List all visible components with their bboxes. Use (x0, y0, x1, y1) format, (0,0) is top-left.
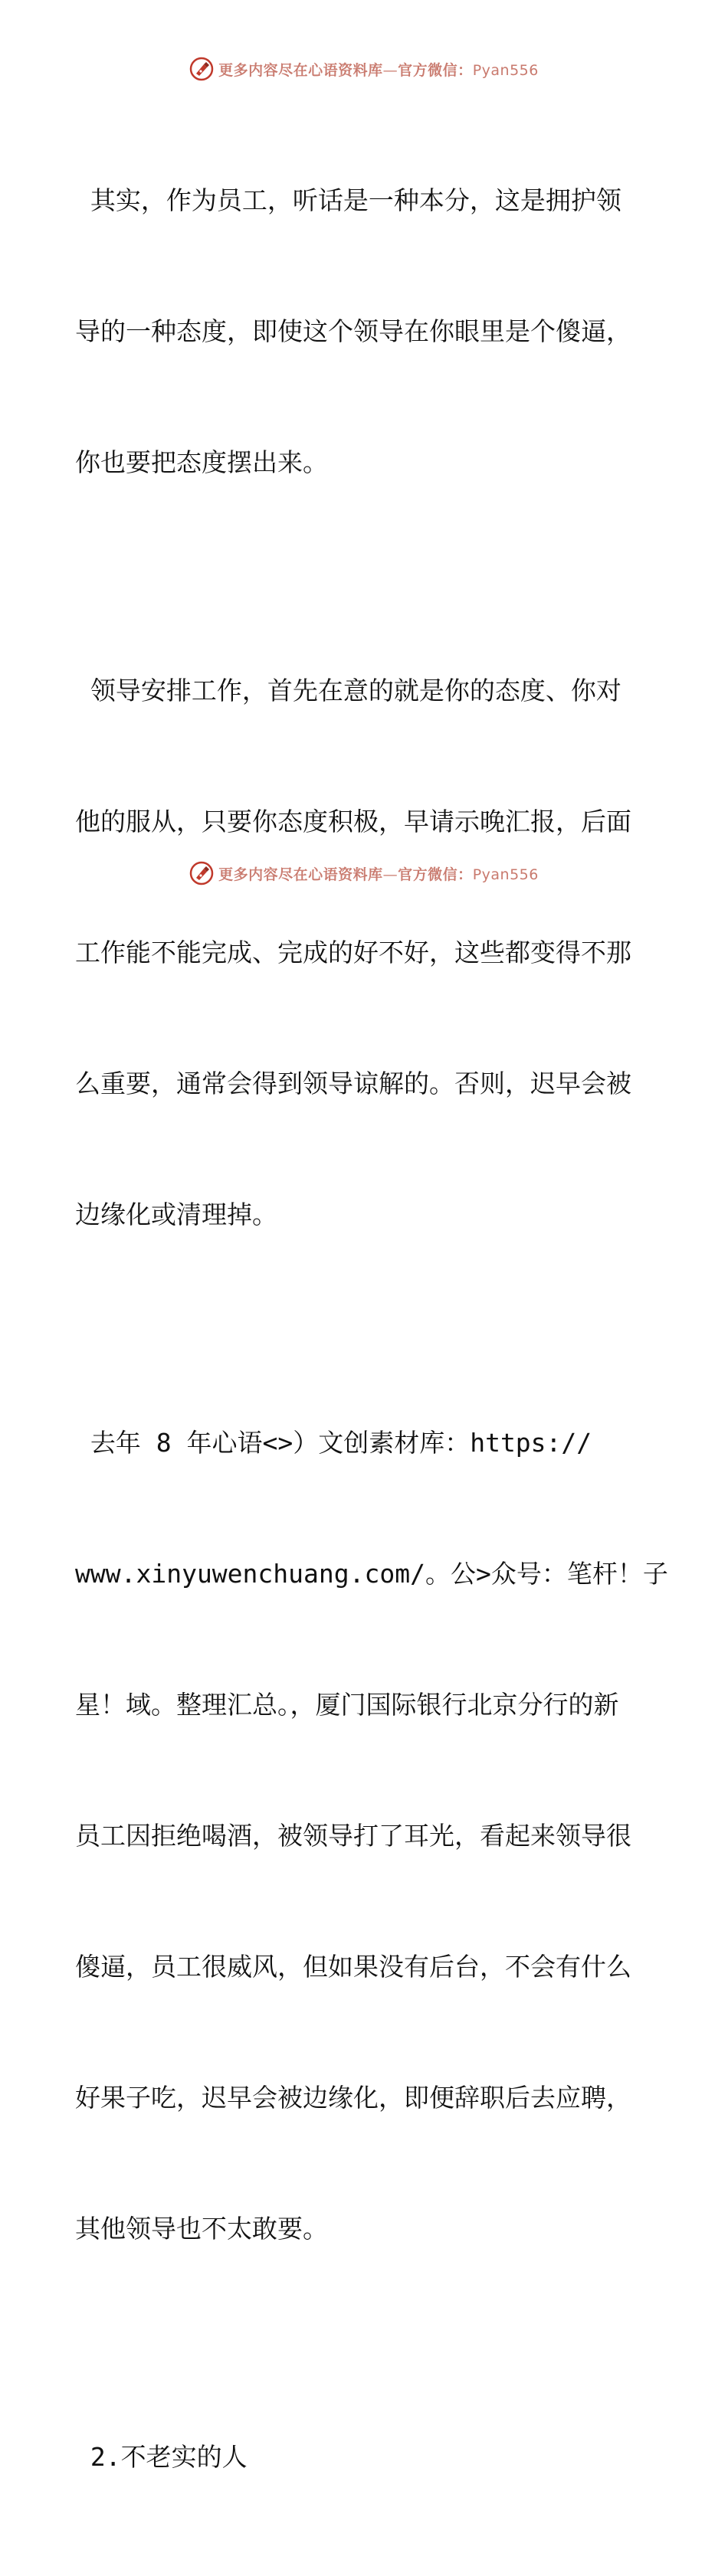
header-dash: — (382, 61, 398, 79)
header-banner (0, 54, 728, 84)
header-banner-text (218, 59, 539, 80)
header-banner-inner (189, 57, 539, 81)
footer-banner-text (218, 863, 539, 884)
document-body (75, 91, 668, 2576)
paragraph-3 (75, 1334, 668, 2338)
section-heading (75, 2348, 657, 2566)
text-line: 工作能不能完成、完成的好不好，这些都变得不那 (75, 938, 631, 967)
paragraph-1 (75, 91, 657, 571)
header-wechat-id: Pyan556 (472, 61, 539, 79)
text-line: 员工因拒绝喝酒，被领导打了耳光，看起来领导很 (75, 1821, 631, 1851)
text-line: 领导安排工作，首先在意的就是你的态度、你对 (75, 676, 621, 705)
text-line: 其实，作为员工，听话是一种本分，这是拥护领 (75, 185, 621, 215)
footer-banner-inner (189, 861, 539, 885)
text-line: 边缘化或清理掉。 (75, 1200, 277, 1229)
text-line: 导的一种态度，即使这个领导在你眼里是个傻逼， (75, 316, 631, 346)
text-line: 傻逼，员工很威风，但如果没有后台，不会有什么 (75, 1952, 631, 1982)
footer-banner (0, 858, 728, 889)
header-site-name: 更多内容尽在心语资料库 (218, 61, 383, 79)
text-line: www.xinyuwenchuang.com/。公>众号：笔杆！子 (75, 1559, 668, 1589)
text-line: 其他领导也不太敢要。 (75, 2214, 328, 2244)
header-wechat-label: 官方微信： (398, 61, 473, 79)
paragraph-2 (75, 581, 657, 1324)
section-heading-text: 2.不老实的人 (75, 2442, 248, 2472)
footer-site-name: 更多内容尽在心语资料库 (218, 866, 383, 883)
text-line: 星！域。整理汇总。，厦门国际银行北京分行的新 (75, 1690, 619, 1720)
pen-nib-logo-icon (189, 861, 214, 885)
text-line: 你也要把态度摆出来。 (75, 447, 328, 477)
footer-wechat-id: Pyan556 (472, 866, 539, 883)
text-line: 么重要，通常会得到领导谅解的。否则，迟早会被 (75, 1069, 631, 1098)
footer-wechat-label: 官方微信： (398, 866, 473, 883)
footer-dash: — (382, 866, 398, 883)
text-line: 他的服从，只要你态度积极，早请示晚汇报，后面 (75, 807, 631, 836)
text-line: 好果子吃，迟早会被边缘化，即便辞职后去应聘， (75, 2083, 631, 2113)
text-line: 去年 8 年心语<>）文创素材库：https:// (75, 1428, 592, 1458)
pen-nib-logo-icon (189, 57, 214, 81)
